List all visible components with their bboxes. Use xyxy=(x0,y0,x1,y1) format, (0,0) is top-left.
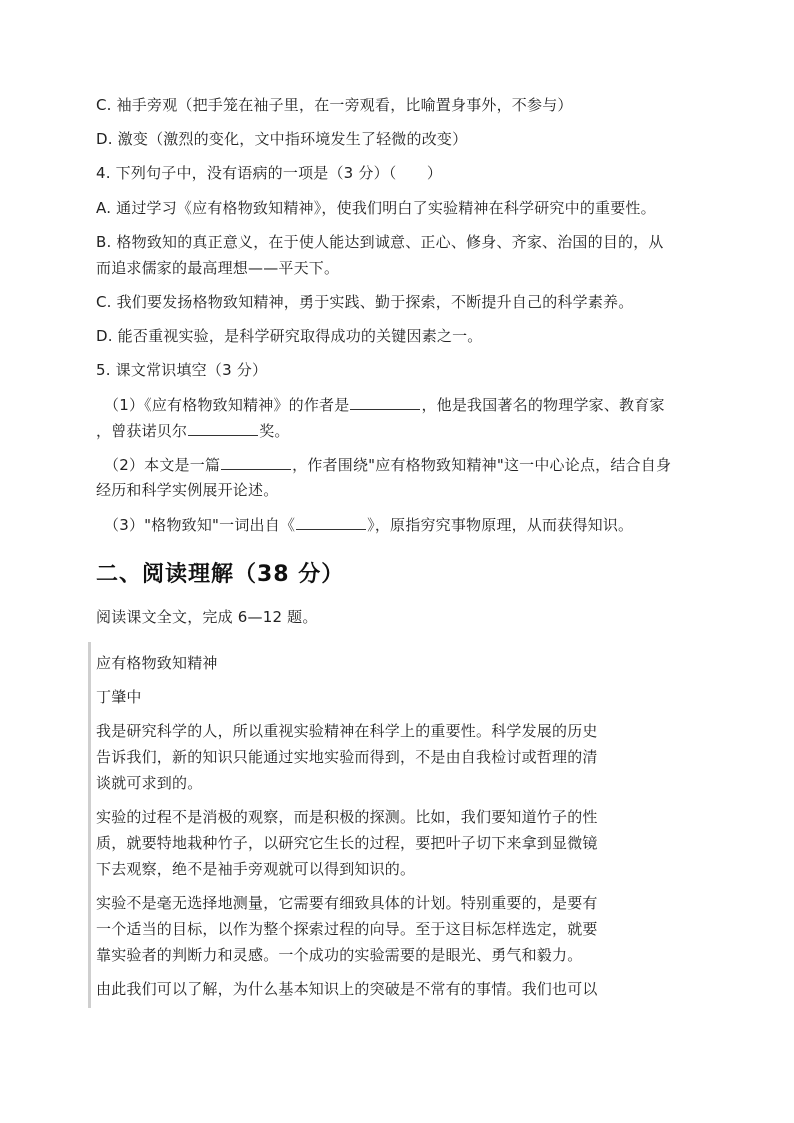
q5-item-2-line2: 经历和科学实例展开论述。 xyxy=(96,481,279,499)
q5-item-3 xyxy=(104,513,633,536)
passage-line: 下去观察，绝不是袖手旁观就可以得到知识的。 xyxy=(96,860,416,878)
passage-line: 实验不是毫无选择地测量，它需要有细致具体的计划。特别重要的，是要有 xyxy=(96,894,598,912)
q5-item-1-text-d: 奖。 xyxy=(259,422,290,440)
q5-stem: 5. 课文常识填空（3 分） xyxy=(96,361,268,379)
q5-item-1-text-a: （1）《应有格物致知精神》的作者是 xyxy=(104,396,350,414)
q5-item-1-text-b: ，他是我国著名的物理学家、教育家 xyxy=(421,396,665,414)
q5-item-1-line2 xyxy=(96,419,290,442)
q5-item-3-text-b: 》，原指穷究事物原理，从而获得知识。 xyxy=(367,516,634,534)
q4-option-c: C. 我们要发扬格物致知精神，勇于实践、勤于探索，不断提升自己的科学素养。 xyxy=(96,293,634,311)
answer-blank[interactable] xyxy=(188,419,258,436)
q3-option-d: D. 激变（激烈的变化，文中指环境发生了轻微的改变） xyxy=(96,130,468,148)
q5-item-3-text-a: （3）"格物致知"一词出自《 xyxy=(104,516,296,534)
passage-line: 一个适当的目标，以作为整个探索过程的向导。至于这目标怎样选定，就要 xyxy=(96,920,598,938)
q4-option-a: A. 通过学习《应有格物致知精神》，使我们明白了实验精神在科学研究中的重要性。 xyxy=(96,199,656,217)
passage-line: 靠实验者的判断力和灵感。一个成功的实验需要的是眼光、勇气和毅力。 xyxy=(96,946,583,964)
q5-item-2-text-a: （2）本文是一篇 xyxy=(104,456,221,474)
passage-line: 谈就可求到的。 xyxy=(96,774,203,792)
passage-line: 我是研究科学的人，所以重视实验精神在科学上的重要性。科学发展的历史 xyxy=(96,722,598,740)
section-instruction: 阅读课文全文，完成 6—12 题。 xyxy=(96,608,318,626)
passage-line: 由此我们可以了解，为什么基本知识上的突破是不常有的事情。我们也可以 xyxy=(96,980,598,998)
answer-blank[interactable] xyxy=(350,393,420,410)
answer-blank[interactable] xyxy=(296,513,366,530)
passage-author: 丁肇中 xyxy=(96,688,142,706)
passage-line: 实验的过程不是消极的观察，而是积极的探测。比如，我们要知道竹子的性 xyxy=(96,808,598,826)
passage-title: 应有格物致知精神 xyxy=(96,654,218,672)
q5-item-2-line1 xyxy=(104,453,671,476)
blockquote-bar xyxy=(88,642,91,1008)
q5-item-2-text-b: ，作者围绕"应有格物致知精神"这一中心论点，结合自身 xyxy=(292,456,672,474)
q4-option-b-line1: B. 格物致知的真正意义，在于使人能达到诚意、正心、修身、齐家、治国的目的，从 xyxy=(96,233,664,251)
q5-item-1-line1 xyxy=(104,393,665,416)
q4-stem: 4. 下列句子中，没有语病的一项是（3 分）（ ） xyxy=(96,164,443,182)
q5-item-1-text-c: ，曾获诺贝尔 xyxy=(96,422,188,440)
section-heading: 二、阅读理解（38 分） xyxy=(96,562,345,587)
q4-option-d: D. 能否重视实验，是科学研究取得成功的关键因素之一。 xyxy=(96,327,483,345)
q4-option-b-line2: 而追求儒家的最高理想——平天下。 xyxy=(96,259,340,277)
passage-line: 质，就要特地栽种竹子，以研究它生长的过程，要把叶子切下来拿到显微镜 xyxy=(96,834,598,852)
q3-option-c: C. 袖手旁观（把手笼在袖子里，在一旁观看，比喻置身事外，不参与） xyxy=(96,96,573,114)
passage-line: 告诉我们，新的知识只能通过实地实验而得到，不是由自我检讨或哲理的清 xyxy=(96,748,598,766)
answer-blank[interactable] xyxy=(221,453,291,470)
